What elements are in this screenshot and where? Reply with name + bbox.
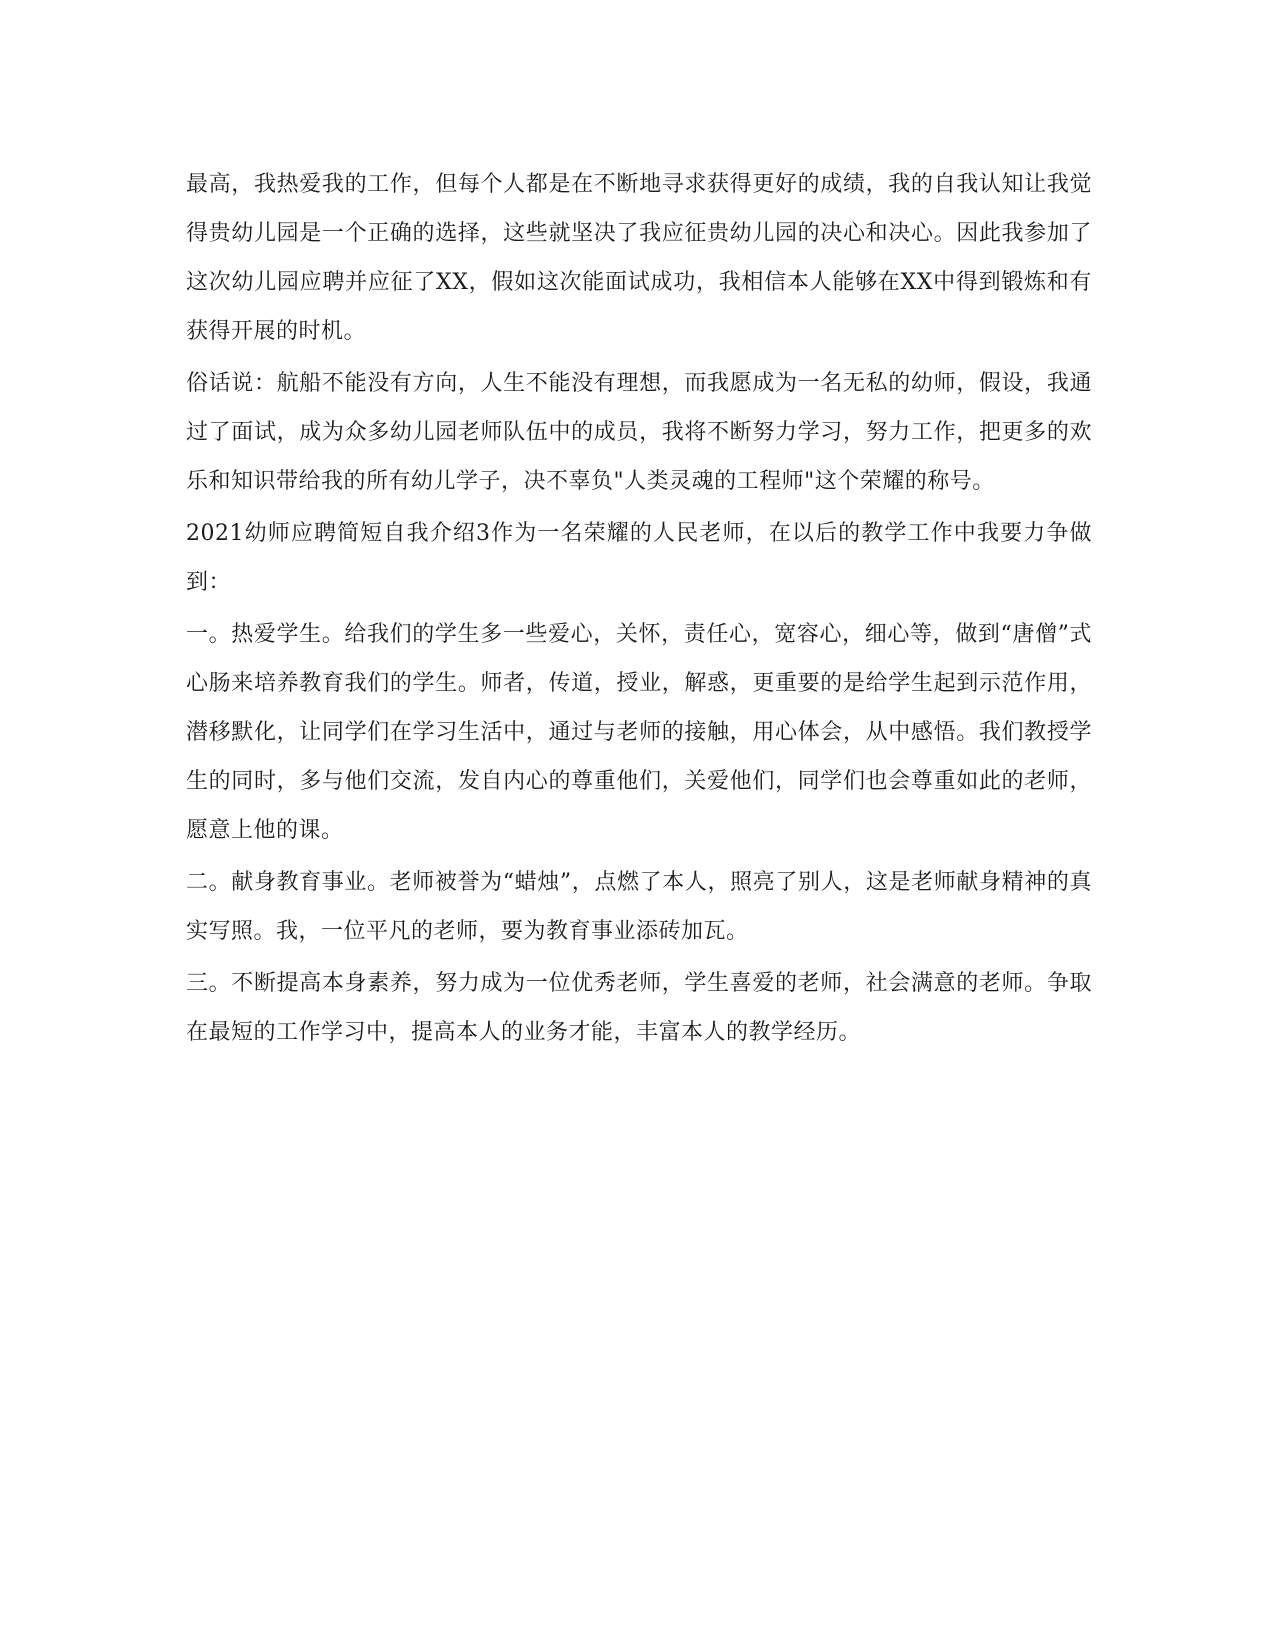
paragraph-2: 俗话说：航船不能没有方向，人生不能没有理想，而我愿成为一名无私的幼师，假设，我通过了面试，成为众多幼儿园老师队伍中的成员，我将不断努力学习，努力工作，把更多的欢乐和知识带给我的所有幼儿学子，决不辜负"人类灵魂的工程师"这个荣耀的称号。 bbox=[186, 371, 1092, 494]
document-body bbox=[186, 160, 1092, 1060]
paragraph-5: 二。献身教育事业。老师被誉为“蜡烛”，点燃了本人，照亮了别人，这是老师献身精神的真实写照。我，一位平凡的老师，要为教育事业添砖加瓦。 bbox=[186, 870, 1092, 944]
paragraph-6: 三。不断提高本身素养，努力成为一位优秀老师，学生喜爱的老师，社会满意的老师。争取在最短的工作学习中，提高本人的业务才能，丰富本人的教学经历。 bbox=[186, 971, 1092, 1045]
paragraph-1: 最高，我热爱我的工作，但每个人都是在不断地寻求获得更好的成绩，我的自我认知让我觉得贵幼儿园是一个正确的选择，这些就坚决了我应征贵幼儿园的决心和决心。因此我参加了这次幼儿园应聘并应征了XX，假如这次能面试成功，我相信本人能够在XX中得到锻炼和有获得开展的时机。 bbox=[186, 172, 1092, 344]
paragraph-4: 一。热爱学生。给我们的学生多一些爱心，关怀，责任心，宽容心，细心等，做到“唐僧”式心肠来培养教育我们的学生。师者，传道，授业，解惑，更重要的是给学生起到示范作用，潜移默化，让同学们在学习生活中，通过与老师的接触，用心体会，从中感悟。我们教授学生的同时，多与他们交流，发自内心的尊重他们，关爱他们，同学们也会尊重如此的老师，愿意上他的课。 bbox=[186, 622, 1092, 843]
paragraph-3: 2021幼师应聘简短自我介绍3作为一名荣耀的人民老师，在以后的教学工作中我要力争做到： bbox=[186, 521, 1092, 595]
